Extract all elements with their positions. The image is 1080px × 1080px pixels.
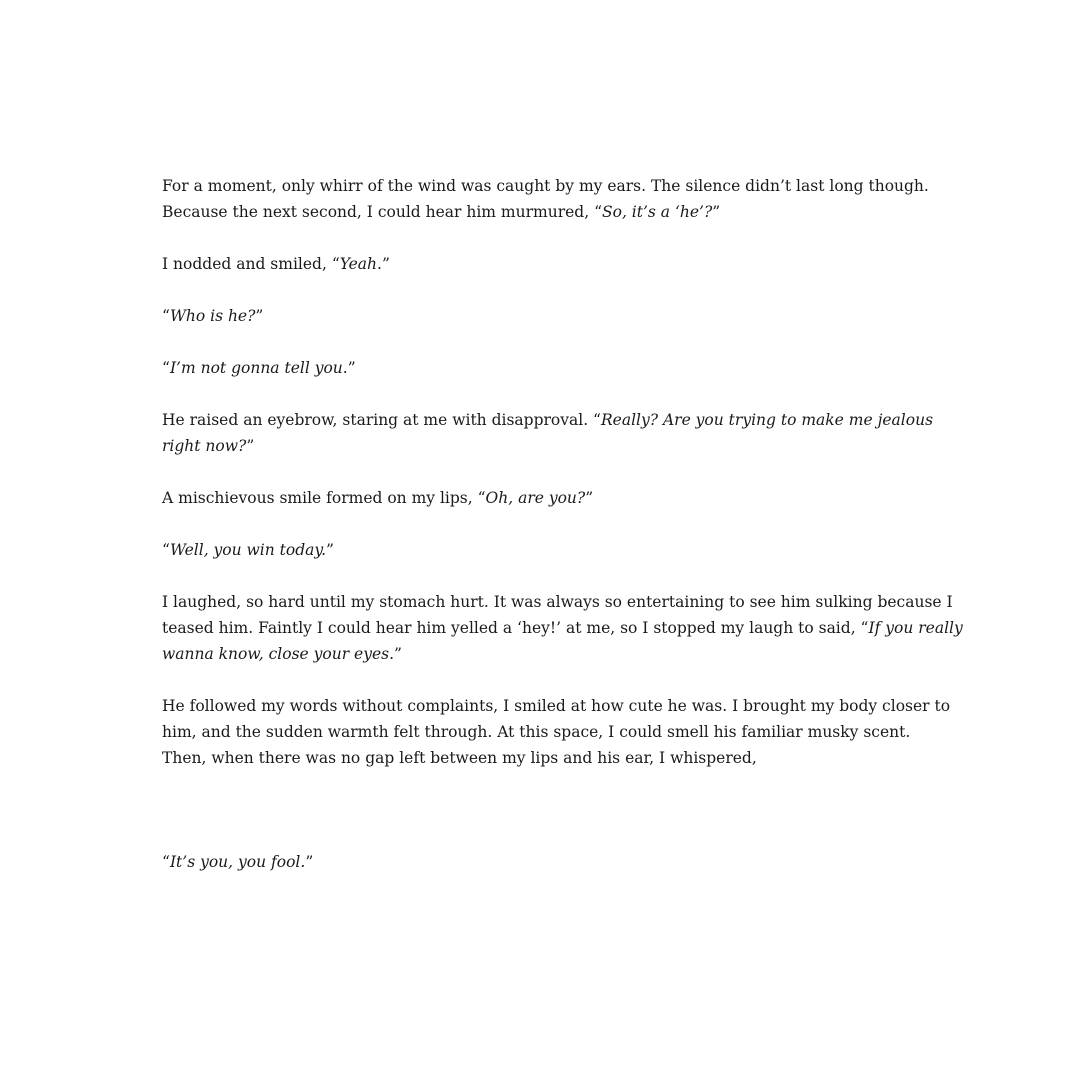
dialogue-text: So, it’s a ‘he’? bbox=[602, 203, 713, 221]
dialogue-text: I’m not gonna tell you. bbox=[169, 359, 348, 377]
paragraph-line: For a moment, only whirr of the wind was caught by my ears. The silence didn’t last long though. bbox=[162, 177, 929, 195]
paragraph-5 bbox=[162, 407, 934, 459]
paragraph-4 bbox=[162, 355, 922, 381]
paragraph-line: He raised an eyebrow, staring at me with disapproval. “Really? Are you trying to make me jealous bbox=[162, 411, 934, 429]
paragraph-2 bbox=[162, 251, 922, 277]
paragraph-8 bbox=[162, 589, 963, 667]
paragraph-3 bbox=[162, 303, 922, 329]
dialogue-text: If you really bbox=[868, 619, 963, 637]
paragraph-line: I laughed, so hard until my stomach hurt. It was always so entertaining to see him sulking because I bbox=[162, 593, 953, 611]
paragraph-line: A mischievous smile formed on my lips, “Oh, are you?” bbox=[162, 489, 594, 507]
paragraph-6 bbox=[162, 485, 922, 511]
dialogue-text: It’s you, you fool. bbox=[169, 853, 306, 871]
dialogue-text: right now? bbox=[162, 437, 247, 455]
paragraph-line: He followed my words without complaints, I smiled at how cute he was. I brought my body closer to bbox=[162, 697, 951, 715]
paragraph-line: I nodded and smiled, “Yeah.” bbox=[162, 255, 390, 273]
dialogue-text: Oh, are you? bbox=[485, 489, 586, 507]
paragraph-line: “Well, you win today.” bbox=[162, 541, 334, 559]
paragraph-line: teased him. Faintly I could hear him yelled a ‘hey!’ at me, so I stopped my laugh to said, “If you really bbox=[162, 619, 963, 637]
paragraph-10 bbox=[162, 849, 922, 875]
paragraph-line: him, and the sudden warmth felt through. At this space, I could smell his familiar musky scent. bbox=[162, 723, 911, 741]
dialogue-text: Yeah. bbox=[339, 255, 382, 273]
paragraph-line: “Who is he?” bbox=[162, 307, 264, 325]
dialogue-text: Well, you win today. bbox=[169, 541, 327, 559]
paragraph-line: Then, when there was no gap left between my lips and his ear, I whispered, bbox=[162, 749, 757, 767]
paragraph-line: wanna know, close your eyes.” bbox=[162, 645, 402, 663]
dialogue-text: Who is he? bbox=[169, 307, 256, 325]
story-text bbox=[162, 173, 963, 901]
paragraph-1 bbox=[162, 173, 929, 225]
paragraph-9 bbox=[162, 693, 951, 771]
paragraph-line: “It’s you, you fool.” bbox=[162, 853, 314, 871]
dialogue-text: Really? Are you trying to make me jealous bbox=[600, 411, 934, 429]
dialogue-text: wanna know, close your eyes. bbox=[162, 645, 395, 663]
paragraph-line: “I’m not gonna tell you.” bbox=[162, 359, 356, 377]
paragraph-line: Because the next second, I could hear him murmured, “So, it’s a ‘he’?” bbox=[162, 203, 721, 221]
paragraph-line: right now?” bbox=[162, 437, 255, 455]
paragraph-7 bbox=[162, 537, 922, 563]
